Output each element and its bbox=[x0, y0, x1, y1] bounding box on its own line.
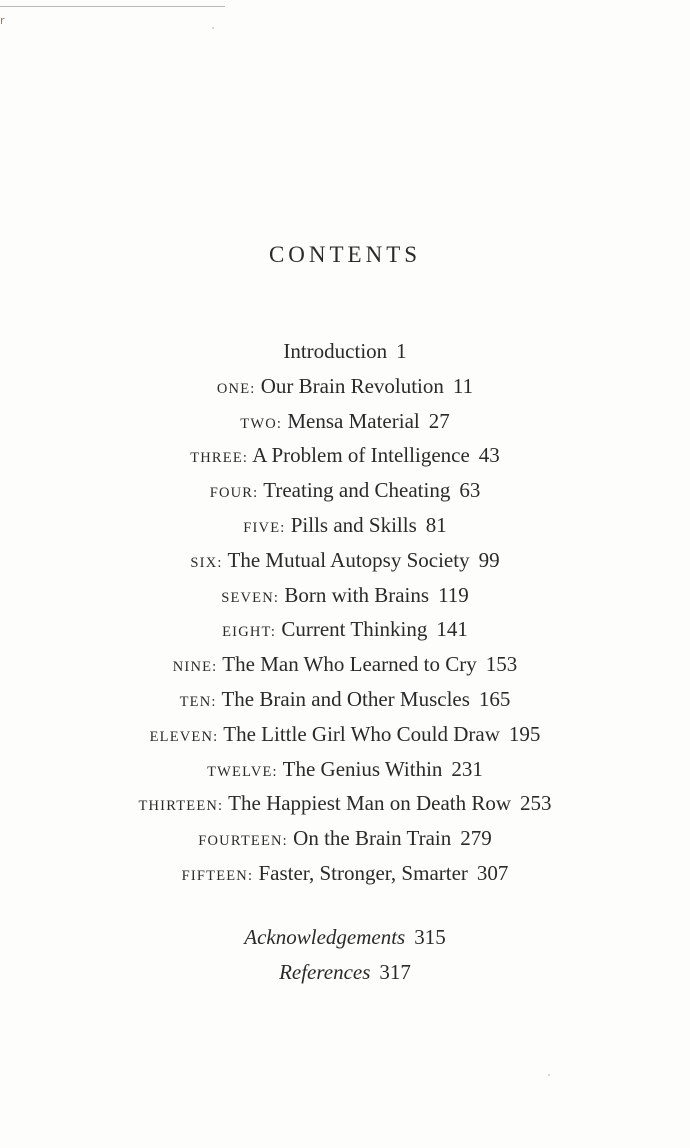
chapter-title: A Problem of Intelligence bbox=[252, 443, 470, 468]
top-edge-rule bbox=[0, 6, 225, 7]
chapter-label: FIFTEEN: bbox=[181, 867, 254, 884]
chapter-label: TWELVE: bbox=[207, 763, 278, 780]
toc-entry-introduction bbox=[0, 334, 690, 369]
back-matter-page: 315 bbox=[414, 925, 446, 949]
chapter-page: 153 bbox=[485, 652, 518, 677]
toc-entry-chapter bbox=[0, 473, 690, 508]
chapter-title: Mensa Material bbox=[287, 408, 420, 433]
page-title: CONTENTS bbox=[268, 242, 422, 267]
paper-speck bbox=[548, 1074, 550, 1076]
toc-entry-references bbox=[0, 955, 690, 990]
toc-entry-chapter bbox=[0, 647, 690, 682]
chapter-page: 307 bbox=[476, 860, 509, 885]
toc-entry-title: Introduction bbox=[283, 339, 388, 363]
chapter-title: The Little Girl Who Could Draw bbox=[223, 721, 500, 746]
toc-entry-chapter bbox=[0, 578, 690, 613]
chapter-label: NINE: bbox=[172, 659, 218, 676]
chapter-page: 11 bbox=[452, 373, 474, 398]
chapter-title: Faster, Stronger, Smarter bbox=[258, 860, 468, 885]
chapter-label: SIX: bbox=[190, 554, 223, 571]
chapter-page: 119 bbox=[438, 582, 469, 607]
toc-entry-chapter bbox=[0, 717, 690, 752]
chapter-page: 63 bbox=[459, 478, 481, 503]
chapter-title: Current Thinking bbox=[281, 617, 428, 642]
corner-pencil-mark: r bbox=[0, 14, 5, 27]
chapter-page: 165 bbox=[478, 686, 511, 711]
toc-entry-chapter bbox=[0, 752, 690, 787]
chapter-page: 81 bbox=[425, 512, 447, 537]
chapter-label: ONE: bbox=[216, 380, 256, 397]
toc-entry-chapter bbox=[0, 369, 690, 404]
chapter-label: TWO: bbox=[240, 415, 283, 432]
chapter-title: Treating and Cheating bbox=[263, 478, 451, 503]
toc-entry-page: 1 bbox=[396, 339, 407, 363]
toc-entry-chapter bbox=[0, 438, 690, 473]
chapter-page: 279 bbox=[460, 826, 492, 851]
back-matter-page: 317 bbox=[379, 959, 411, 984]
chapter-title: Our Brain Revolution bbox=[260, 373, 444, 398]
toc-entry-chapter bbox=[0, 786, 690, 821]
chapter-title: The Brain and Other Muscles bbox=[221, 686, 470, 711]
chapter-title: Born with Brains bbox=[284, 582, 430, 607]
chapter-label: TEN: bbox=[179, 693, 217, 710]
back-matter-title: Acknowledgements bbox=[244, 925, 406, 949]
toc-entry-chapter bbox=[0, 821, 690, 856]
chapter-title: The Mutual Autopsy Society bbox=[227, 547, 470, 572]
chapter-title: The Man Who Learned to Cry bbox=[222, 652, 477, 677]
chapter-label: THIRTEEN: bbox=[138, 798, 224, 815]
chapter-title: The Genius Within bbox=[282, 756, 443, 781]
toc-entry-chapter bbox=[0, 543, 690, 578]
paper-speck bbox=[212, 27, 214, 29]
chapter-label: FOUR: bbox=[209, 485, 259, 502]
toc-entry-chapter bbox=[0, 508, 690, 543]
back-matter-title: References bbox=[279, 959, 371, 984]
chapter-title: Pills and Skills bbox=[290, 512, 417, 537]
chapter-page: 231 bbox=[451, 756, 483, 781]
chapter-title: On the Brain Train bbox=[293, 826, 452, 851]
chapter-page: 141 bbox=[436, 617, 468, 642]
toc-entry-chapter bbox=[0, 612, 690, 647]
chapter-page: 99 bbox=[478, 547, 500, 572]
toc-entry-chapter bbox=[0, 856, 690, 891]
chapter-page: 27 bbox=[428, 408, 450, 433]
chapter-label: THREE: bbox=[190, 450, 249, 467]
toc-entry-chapter bbox=[0, 404, 690, 439]
table-of-contents bbox=[0, 334, 690, 891]
chapter-page: 43 bbox=[478, 443, 500, 468]
chapter-label: SEVEN: bbox=[221, 589, 280, 606]
chapter-page: 195 bbox=[508, 721, 541, 746]
chapter-label: FOURTEEN: bbox=[198, 833, 288, 850]
chapter-title: The Happiest Man on Death Row bbox=[228, 791, 512, 816]
chapter-label: FIVE: bbox=[243, 519, 286, 536]
chapter-label: ELEVEN: bbox=[149, 728, 219, 745]
back-matter-list bbox=[0, 920, 690, 990]
chapter-page: 253 bbox=[520, 791, 552, 816]
chapter-label: EIGHT: bbox=[222, 624, 277, 641]
toc-entry-acknowledgements bbox=[0, 920, 690, 955]
toc-entry-chapter bbox=[0, 682, 690, 717]
